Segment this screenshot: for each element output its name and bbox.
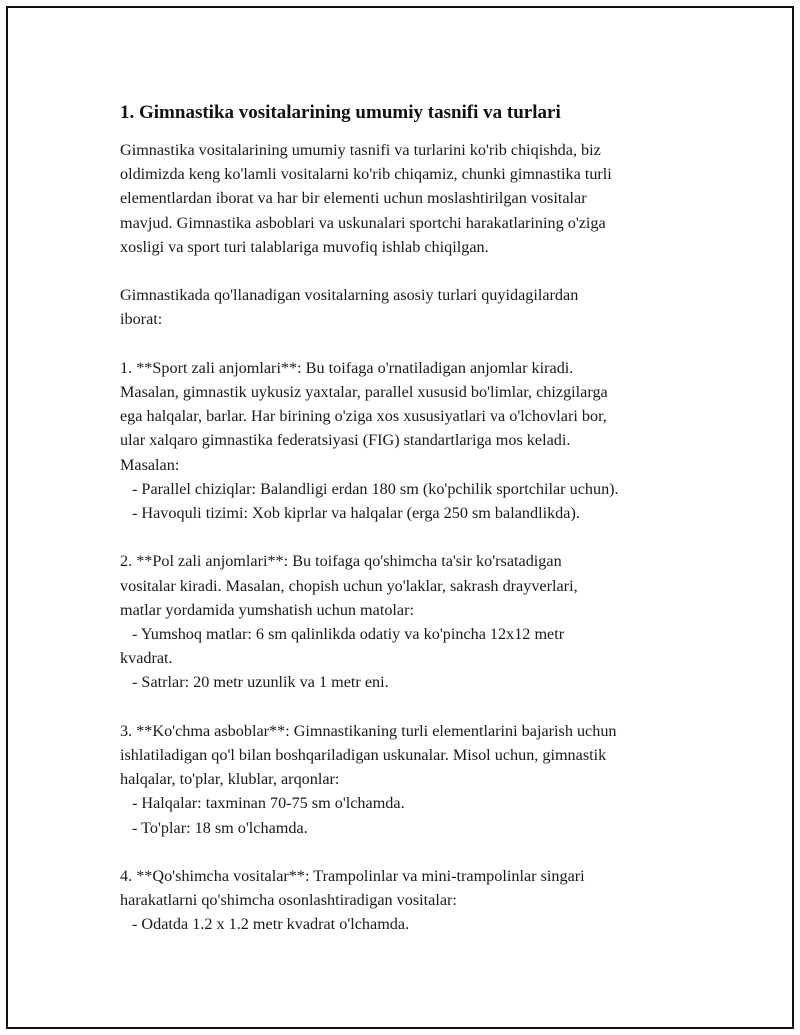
text-line: 3. **Ko'chma asboblar**: Gimnastikaning turli elementlarini bajarish uchun <box>120 721 617 740</box>
text-line: matlar yordamida yumshatish uchun matolar: <box>120 600 414 619</box>
text-line: ega halqalar, barlar. Har birining o'ziga xos xususiyatlari va o'lchovlari bor, <box>120 407 607 426</box>
text-line: xosligi va sport turi talablariga muvofiq ishlab chiqilgan. <box>120 237 489 256</box>
text-line: Masalan, gimnastik uykusiz yaxtalar, parallel xususid bo'limlar, chizgilarga <box>120 383 608 401</box>
text-line: kvadrat. <box>120 649 173 668</box>
text-line: Gimnastikada qo'llanadigan vositalarning asosiy turlari quyidagilardan <box>120 286 579 305</box>
intro-paragraph <box>120 138 710 259</box>
text-line: mavjud. Gimnastika asboblari va uskunalari sportchi harakatlarining o'ziga <box>120 213 606 232</box>
text-line: harakatlarni qo'shimcha osonlashtiradigan vositalar: <box>120 891 457 910</box>
document-title: 1. Gimnastika vositalarining umumiy tasnifi va turlari <box>120 102 561 123</box>
text-line: vositalar kiradi. Masalan, chopish uchun yo'laklar, sakrash drayverlari, <box>120 576 578 595</box>
text-line: iborat: <box>120 310 163 329</box>
text-line: ishlatiladigan qo'l bilan boshqariladigan uskunalar. Misol uchun, gimnastik <box>120 746 607 765</box>
text-line: oldimizda keng ko'lamli vositalarni ko'rib chiqamiz, chunki gimnastika turli <box>120 165 612 184</box>
section-kochma-asboblar <box>120 719 710 840</box>
list-item: - Yumshoq matlar: 6 sm qalinlikda odatiy va ko'pincha 12x12 metr <box>132 625 565 644</box>
text-line: 2. **Pol zali anjomlari**: Bu toifaga qo'shimcha ta'sir ko'rsatadigan <box>120 552 562 571</box>
document-body <box>120 100 710 937</box>
lead-paragraph <box>120 283 710 331</box>
section-pol-zali <box>120 549 710 694</box>
page-frame <box>6 6 794 1029</box>
section-sport-zali <box>120 356 710 525</box>
list-item: - Halqalar: taxminan 70-75 sm o'lchamda. <box>132 794 405 813</box>
text-line: ular xalqaro gimnastika federatsiyasi (FIG) standartlariga mos keladi. <box>120 431 571 450</box>
text-line: 4. **Qo'shimcha vositalar**: Trampolinlar va mini-trampolinlar singari <box>120 867 585 886</box>
list-item: - Parallel chiziqlar: Balandligi erdan 180 sm (ko'pchilik sportchilar uchun). <box>132 479 619 498</box>
text-line: 1. **Sport zali anjomlari**: Bu toifaga o'rnatiladigan anjomlar kiradi. <box>120 358 574 377</box>
list-item: - Satrlar: 20 metr uzunlik va 1 metr eni. <box>132 673 389 692</box>
list-item: - Havoquli tizimi: Xob kiprlar va halqalar (erga 250 sm balandlikda). <box>132 504 580 523</box>
text-line: halqalar, to'plar, klublar, arqonlar: <box>120 770 340 789</box>
text-line: Masalan: <box>120 455 180 474</box>
text-line: elementlardan iborat va har bir elementi uchun moslashtirilgan vositalar <box>120 189 587 208</box>
list-item: - Odatda 1.2 x 1.2 metr kvadrat o'lchamda. <box>132 915 410 934</box>
list-item: - To'plar: 18 sm o'lchamda. <box>132 818 308 837</box>
section-qoshimcha-vositalar <box>120 864 710 937</box>
text-line: Gimnastika vositalarining umumiy tasnifi va turlarini ko'rib chiqishda, biz <box>120 141 601 159</box>
